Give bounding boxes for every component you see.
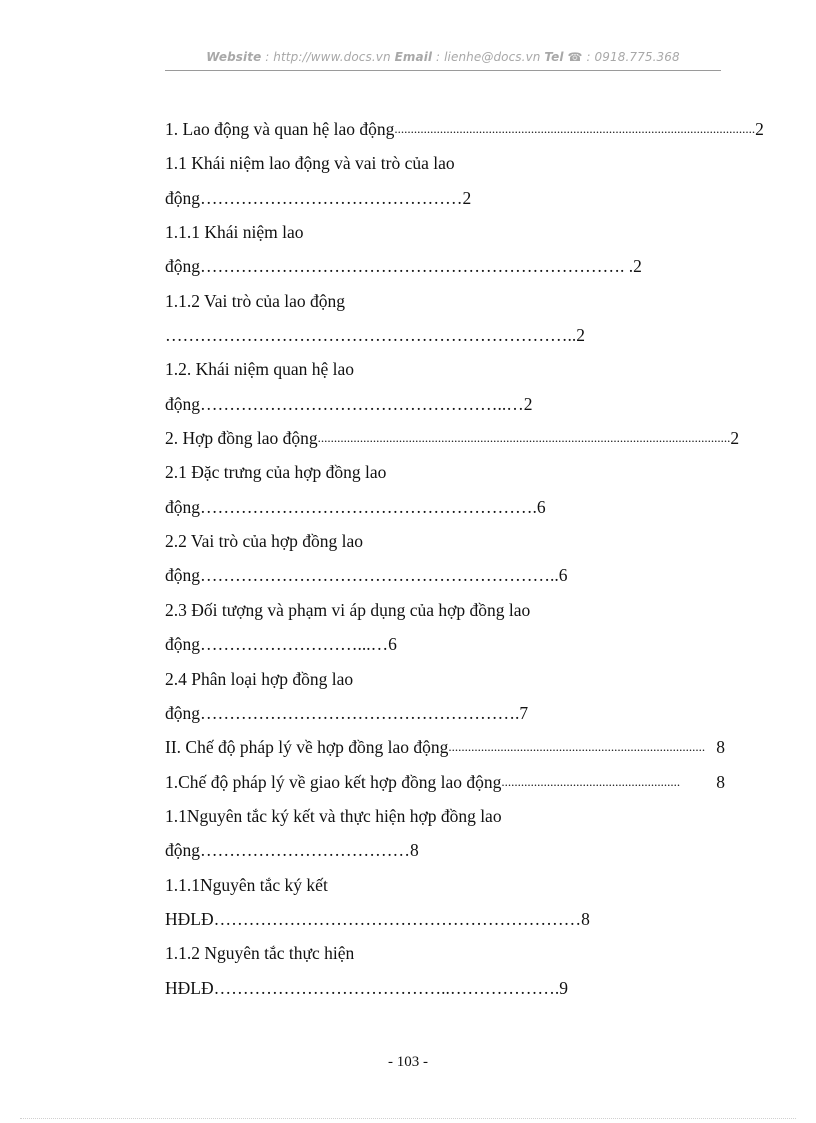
toc-entry-label: 2. Hợp đồng lao động (165, 428, 318, 449)
tel-label: Tel (544, 50, 564, 64)
toc-entry: 1.2. Khái niệm quan hệ lao (165, 359, 355, 380)
toc-entry-leader: ............................................................................... (448, 739, 706, 755)
page-header (165, 50, 721, 64)
toc-entry: HĐLĐ………………………………………………………8 (165, 908, 590, 929)
toc-entry: 2.1 Đặc trưng của hợp đồng lao (165, 462, 387, 483)
toc-entry-label: 1.Chế độ pháp lý về giao kết hợp đồng lao động (165, 771, 502, 792)
toc-entry-leader: ............................................................................................................... (394, 121, 756, 136)
website-label: Website (206, 50, 262, 64)
toc-entry (165, 767, 725, 801)
footer-divider (20, 1118, 796, 1119)
toc-entry: ……………………………………………………………..2 (165, 325, 585, 346)
email-label: Email (394, 50, 433, 64)
website-value: : http://www.docs.vn (261, 50, 395, 64)
toc-entry: 2.3 Đối tượng và phạm vi áp dụng của hợp đồng lao (165, 599, 531, 620)
toc-entry: động……………………………………………..…2 (165, 393, 533, 414)
toc-entry-label: 1. Lao động và quan hệ lao động (165, 119, 395, 139)
toc-entry: động………………………………………2 (165, 187, 472, 208)
toc-entry: 1.1.2 Vai trò của lao động (165, 290, 345, 311)
toc-entry-label: II. Chế độ pháp lý về hợp đồng lao động (165, 737, 449, 758)
toc-entry: động……………………………………………….7 (165, 702, 529, 723)
toc-entry-leader: ....................................................... (501, 773, 681, 789)
toc-entry: động………………………...…6 (165, 634, 397, 655)
toc-entry-leader: ............................................................................................................................... (317, 430, 731, 446)
header-divider (165, 70, 721, 71)
toc-entry (165, 114, 764, 148)
toc-entry-page: 2 (755, 119, 764, 139)
toc-entry: HĐLĐ…………………………………..……………….9 (165, 977, 568, 998)
toc-entry: 1.1 Khái niệm lao động và vai trò của lao (165, 153, 455, 174)
toc-entry (165, 423, 740, 457)
toc-entry-page: 8 (716, 737, 725, 758)
tel-value: ☎ : 0918.775.368 (563, 50, 680, 64)
toc-entry: động………………………………8 (165, 840, 419, 861)
toc-entry: 1.1Nguyên tắc ký kết và thực hiện hợp đồng lao (165, 805, 502, 826)
toc-entry: động………………………………………………………………. .2 (165, 256, 642, 277)
page-number: - 103 - (388, 1054, 428, 1070)
toc-entry-page: 8 (716, 771, 725, 792)
email-value: : lienhe@docs.vn (432, 50, 545, 64)
toc-entry: 1.1.2 Nguyên tắc thực hiện (165, 943, 355, 964)
toc-entry: 1.1.1Nguyên tắc ký kết (165, 874, 328, 895)
toc-entry: động……………………………………………………..6 (165, 565, 568, 586)
toc-entry (165, 732, 725, 766)
toc-entry: 2.2 Vai trò của hợp đồng lao (165, 531, 363, 552)
toc-entry: 2.4 Phân loại hợp đồng lao (165, 668, 354, 689)
toc-entry: động………………………………………………….6 (165, 496, 546, 517)
toc-entry-page: 2 (730, 428, 740, 449)
toc-entry: 1.1.1 Khái niệm lao (165, 222, 304, 243)
table-of-contents (165, 114, 764, 1007)
